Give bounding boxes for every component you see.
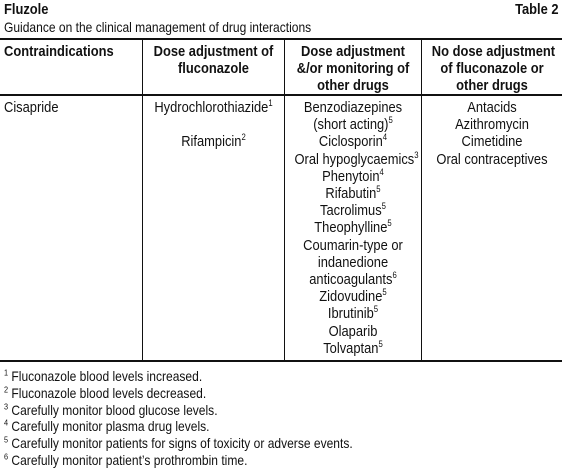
dose-adjustment-column — [143, 99, 284, 150]
header-line: Contraindications — [4, 43, 114, 60]
drug-name — [295, 271, 412, 288]
header-dose-adjustment-fluconazole — [143, 43, 284, 77]
footnote-marker: 5 — [381, 201, 386, 212]
footnotes — [4, 368, 409, 469]
table-number: Table 2 — [515, 1, 559, 18]
footnote — [4, 368, 353, 385]
drug-name — [295, 237, 412, 254]
drug-name — [153, 99, 274, 116]
footnote-number: 1 — [4, 367, 9, 378]
document-title: Fluzole — [4, 1, 49, 18]
header-line: of fluconazole or — [440, 60, 544, 77]
footnote — [4, 385, 353, 402]
drug-text: Benzodiazepines — [303, 99, 403, 116]
footnote — [4, 418, 353, 435]
footnote-marker: 3 — [414, 149, 419, 160]
footnote-number: 4 — [4, 417, 9, 428]
drug-name — [295, 168, 412, 185]
header-line: other drugs — [317, 77, 389, 94]
footnote-number: 3 — [4, 400, 9, 411]
drug-text: anticoagulants — [309, 271, 393, 289]
footnote-text: Carefully monitor blood glucose levels. — [11, 401, 218, 418]
footnote-marker: 4 — [382, 132, 388, 143]
blank-line — [153, 116, 274, 133]
monitoring-column — [285, 99, 421, 357]
drug-text: Cimetidine — [461, 133, 523, 151]
footnote-text: Carefully monitor patients for signs of toxicity or adverse events. — [11, 435, 353, 452]
interaction-table — [0, 38, 562, 362]
drug-name — [295, 99, 412, 116]
footnote-marker: 5 — [378, 338, 383, 349]
drug-name — [432, 116, 552, 133]
no-dose-adjustment-column — [422, 99, 562, 168]
document-subtitle: Guidance on the clinical management of drug interactions — [4, 19, 312, 35]
drug-name — [295, 254, 412, 271]
drug-name — [295, 340, 412, 357]
footnote — [4, 402, 353, 419]
footnote-marker: 5 — [388, 115, 393, 126]
footnote-text: Fluconazole blood levels increased. — [11, 368, 203, 384]
drug-text: Oral hypoglycaemics — [294, 150, 415, 168]
footnote-text: Carefully monitor plasma drug levels. — [11, 418, 210, 435]
drug-name — [432, 133, 552, 150]
footnote-marker: 5 — [376, 184, 381, 195]
drug-text: Olaparib — [328, 322, 378, 340]
footnote — [4, 435, 353, 452]
header-line: fluconazole — [178, 60, 249, 77]
header-line: &/or monitoring of — [296, 60, 410, 77]
header-line: other drugs — [456, 77, 528, 94]
footnote-marker: 2 — [241, 132, 246, 143]
contraindications-column — [4, 99, 140, 116]
footnote-number: 6 — [4, 451, 9, 462]
drug-text: Azithromycin — [455, 116, 529, 134]
drug-text: Cisapride — [4, 99, 59, 116]
header-line: Dose adjustment of — [153, 43, 274, 60]
footnote-marker: 5 — [387, 218, 392, 229]
drug-text: Tolvaptan — [323, 339, 379, 357]
drug-name — [295, 133, 412, 150]
column-divider — [142, 40, 143, 360]
footnote-marker: 4 — [379, 166, 384, 177]
drug-name — [295, 202, 412, 219]
drug-name — [295, 288, 412, 305]
drug-text: Ciclosporin — [318, 133, 383, 151]
drug-name — [295, 219, 412, 236]
drug-name — [295, 305, 412, 322]
header-line: No dose adjustment — [431, 43, 556, 60]
drug-name — [295, 185, 412, 202]
drug-name — [432, 151, 552, 168]
drug-text: Ibrutinib — [327, 305, 374, 323]
header-line: Dose adjustment — [301, 43, 405, 60]
drug-name — [153, 133, 274, 150]
footnote-marker: 5 — [373, 304, 379, 315]
footnote — [4, 452, 353, 469]
drug-name — [295, 323, 412, 340]
footnote-marker: 5 — [382, 287, 387, 298]
drug-text: (short acting) — [313, 116, 389, 134]
drug-name — [294, 149, 419, 168]
header-separator — [0, 94, 562, 96]
drug-name — [432, 99, 552, 116]
footnote-number: 2 — [4, 384, 9, 395]
header-no-dose-adjustment — [422, 43, 562, 94]
drug-text: Phenytoin — [322, 167, 380, 185]
footnote-number: 5 — [4, 434, 9, 445]
drug-text: Coumarin-type or — [303, 236, 403, 254]
drug-text: Theophylline — [314, 219, 388, 237]
drug-text: Oral contraceptives — [436, 150, 548, 168]
footnote-marker: 1 — [268, 98, 273, 108]
drug-text: Hydrochlorothiazide — [154, 99, 269, 116]
drug-text: Antacids — [467, 99, 517, 116]
drug-name — [295, 116, 412, 133]
footnote-text: Fluconazole blood levels decreased. — [11, 384, 207, 401]
drug-text: Tacrolimus — [320, 202, 382, 220]
header-monitoring-other-drugs — [285, 43, 421, 94]
footnote-text: Carefully monitor patient’s prothrombin time. — [11, 451, 248, 468]
drug-text: Rifampicin — [181, 133, 242, 151]
footnote-marker: 6 — [392, 270, 397, 281]
drug-text: indanedione — [317, 253, 389, 271]
drug-text: Rifabutin — [325, 185, 377, 203]
header-contraindications — [4, 43, 140, 60]
title-row — [4, 1, 559, 19]
drug-text: Zidovudine — [319, 288, 383, 306]
drug-name — [4, 99, 121, 116]
